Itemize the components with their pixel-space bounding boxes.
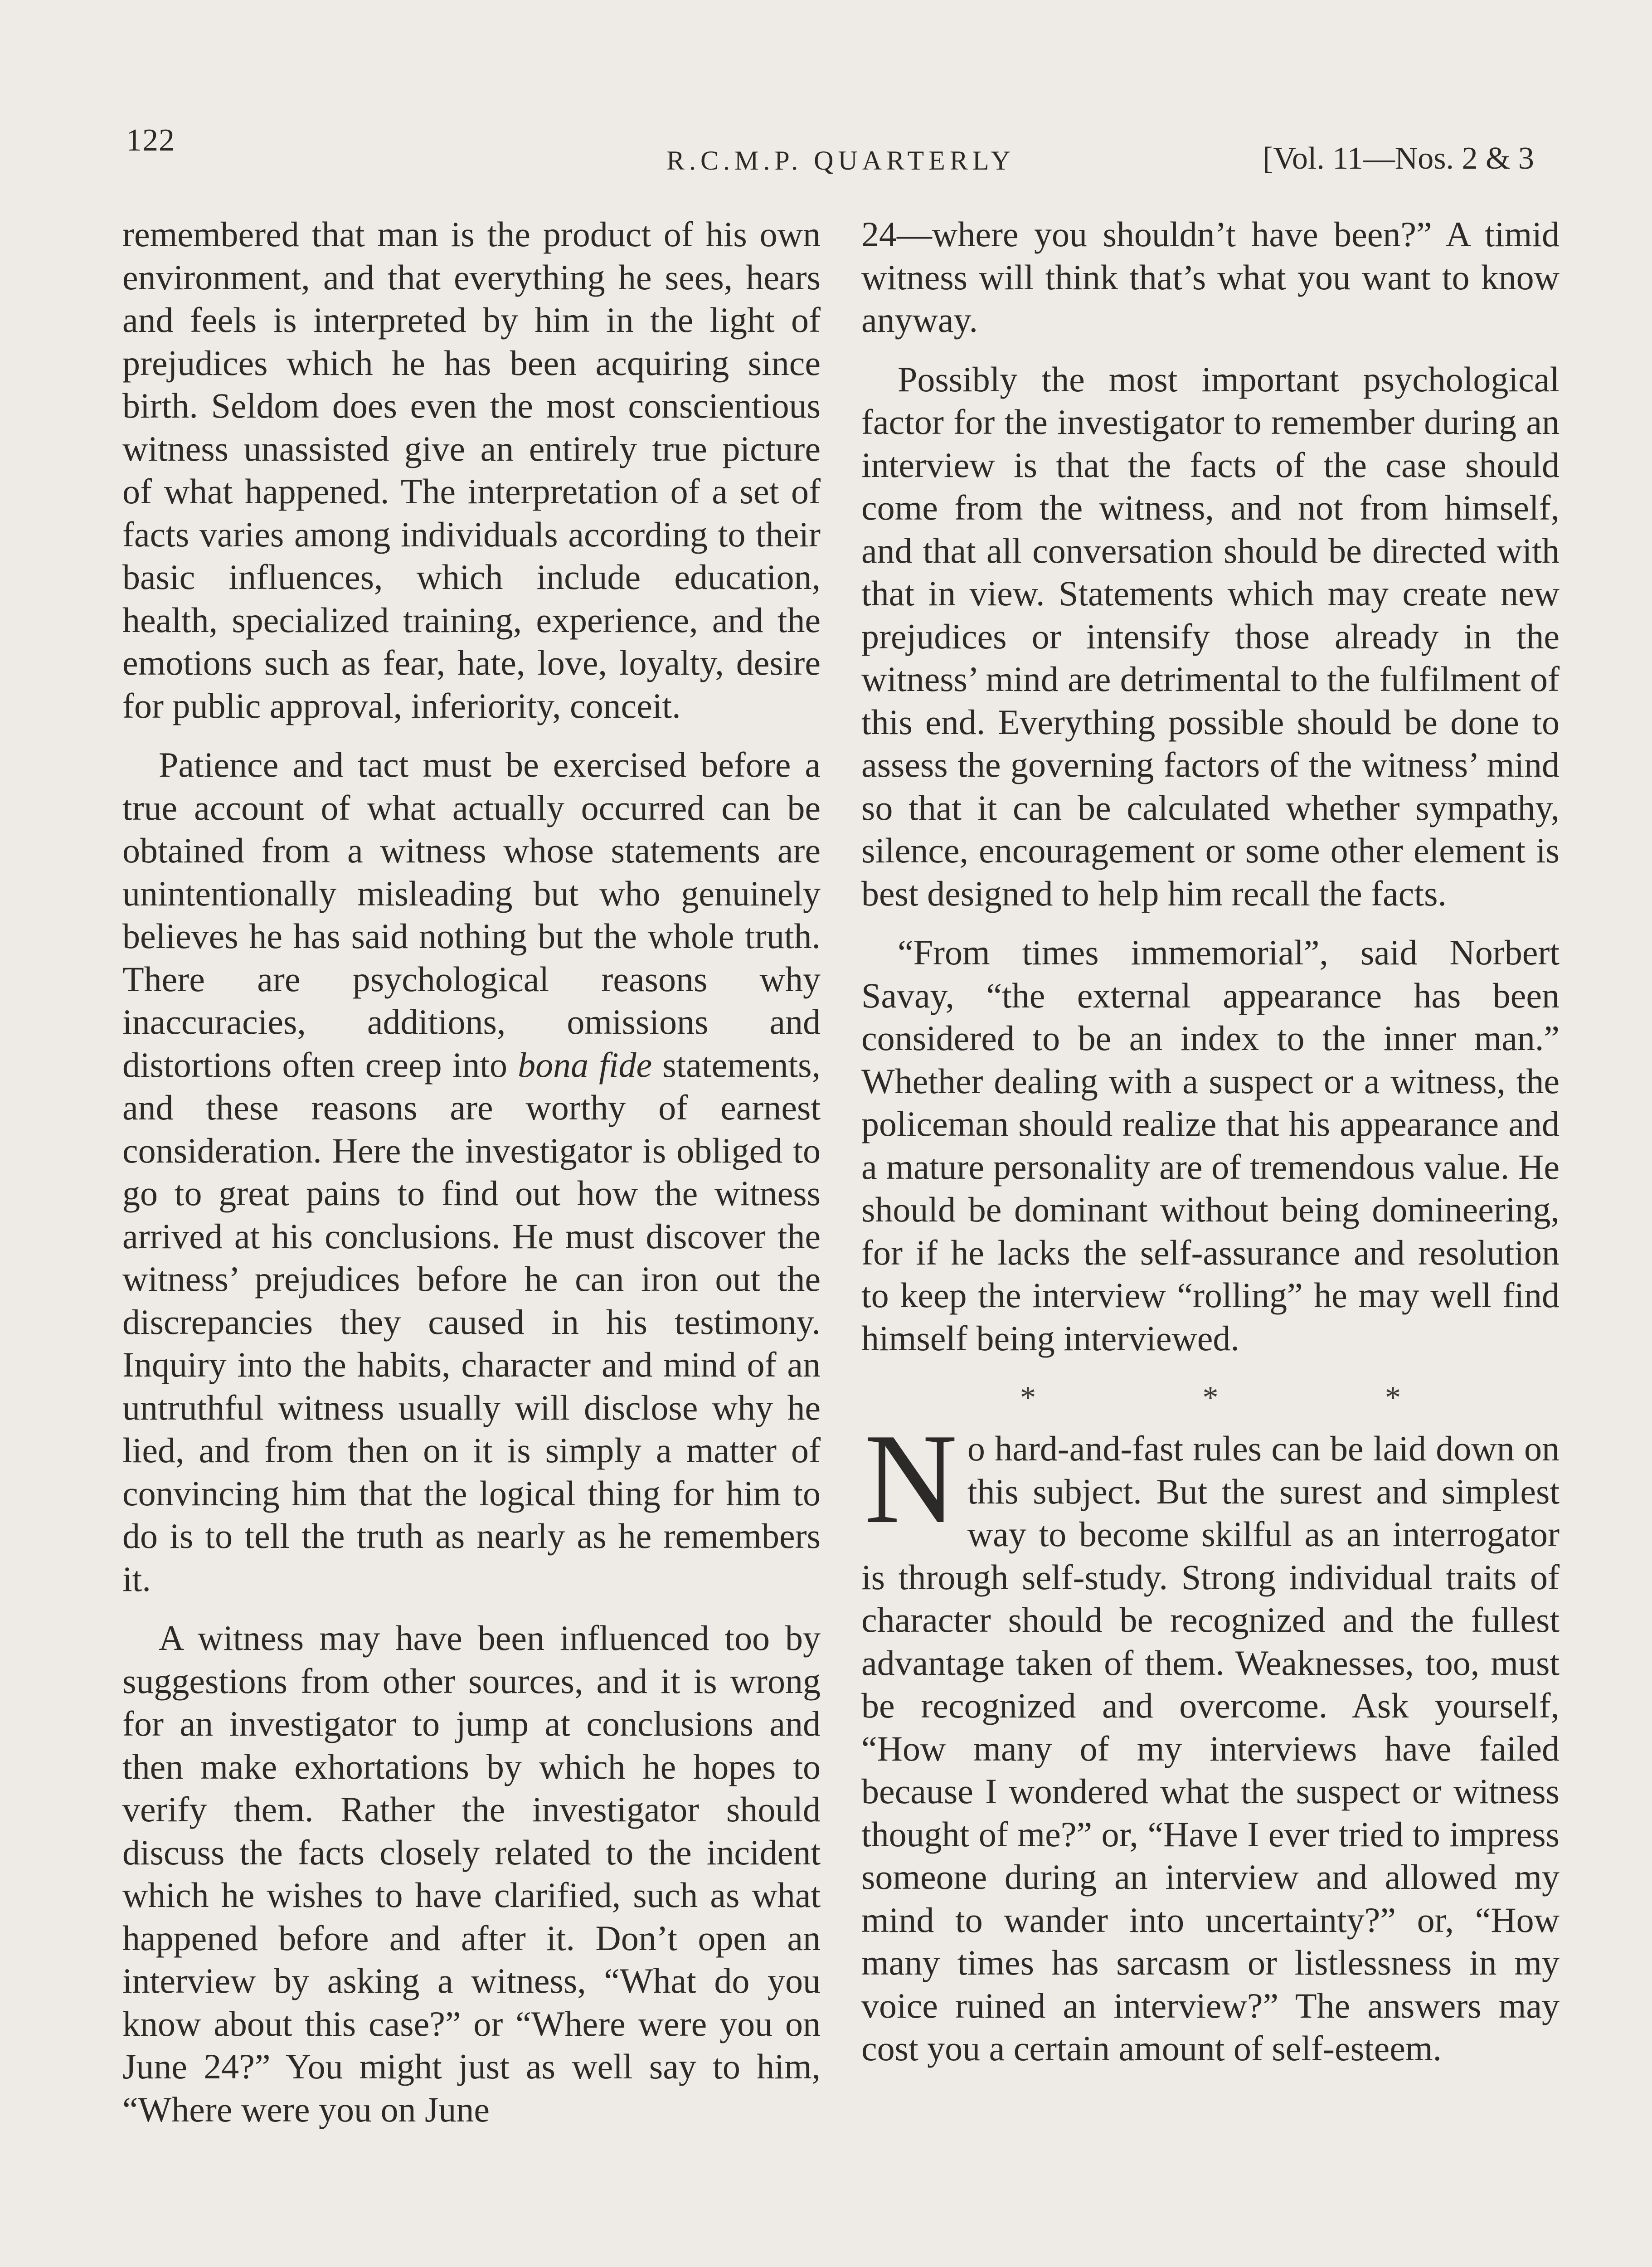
paragraph: 24—where you shouldn’t have been?” A timid witness will think that’s what you want to know anyway. bbox=[861, 214, 1560, 340]
left-column bbox=[122, 213, 821, 2147]
section-break: * * * bbox=[1020, 1380, 1480, 1415]
drop-cap: N bbox=[864, 1407, 957, 1550]
paragraph-text: statements, and these reasons are worthy of earnest consideration. Here the investigator is obliged to go to great pains to find out how the witness arrived at his conclusions. He must discover the witness’ prejudices before he can iron out the discrepancies they caused in his testimony. Inquiry into the habits, character and mind of an untruthful witness usually will disclose why he lied, and from then on it is simply a matter of convincing him that the logical thing for him to do is to tell the truth as nearly as he remembers it. bbox=[122, 1045, 821, 1599]
paragraph: Possibly the most important psychological factor for the investigator to remember during an interview is that the facts of the case should come from the witness, and not from himself, and that all conversation should be directed with that in view. Statements which may create new prejudices or intensify those already in the witness’ mind are detrimental to the fulfilment of this end. Everything possible should be done to assess the governing factors of the witness’ mind so that it can be calculated whether sympathy, silence, encouragement or some other element is best designed to help him recall the facts. bbox=[861, 359, 1560, 913]
paragraph-text: Patience and tact must be exercised before a true account of what actually occurred can be obtained from a witness whose statements are unintentionally misleading but who genuinely believes he has said nothing but the whole truth. There are psychological reasons why inaccuracies, additions, omissions and distortions often creep into bbox=[122, 745, 821, 1085]
paragraph bbox=[861, 1407, 1560, 2070]
running-title: R.C.M.P. QUARTERLY bbox=[666, 146, 1015, 175]
page-header bbox=[0, 122, 1652, 181]
italic-phrase: bona fide bbox=[518, 1045, 652, 1085]
paragraph: remembered that man is the product of his own environment, and that everything he sees, hears and feels is interpreted by him in the light of prejudices which he has been acquiring since birth. Seldom does even the most conscientious witness unassisted give an entirely true picture of what happened. The interpretation of a set of facts varies among individuals according to their basic influences, which include education, health, specialized training, experience, and the emotions such as fear, hate, love, loyalty, desire for public approval, inferiority, conceit. bbox=[122, 214, 821, 725]
volume-info: [Vol. 11—Nos. 2 & 3 bbox=[1263, 141, 1534, 176]
paragraph-text: o hard-and-fast rules can be laid down on this subject. But the surest and simplest way to become skilful as an interrogator is through self-study. Strong individual traits of character should be recognized and the fullest advantage taken of them. Weaknesses, too, must be recognized and overcome. Ask yourself, “How many of my interviews have failed because I wondered what the suspect or witness thought of me?” or, “Have I ever tried to impress someone during an interview and allowed my mind to wander into uncertainty?” or, “How many times has sarcasm or listlessness in my voice ruined an interview?” The answers may cost you a certain amount of self-esteem. bbox=[861, 1429, 1560, 2068]
paragraph: A witness may have been influenced too by suggestions from other sources, and it is wrong for an investigator to jump at conclusions and then make exhortations by which he hopes to verify them. Rather the investigator should discuss the facts closely related to the incident which he wishes to have clarified, such as what happened before and after it. Don’t open an interview by asking a witness, “What do you know about this case?” or “Where were you on June 24?” You might just as well say to him, “Where were you on June bbox=[122, 1618, 821, 2129]
right-column bbox=[861, 213, 1560, 2087]
paragraph: “From times immemorial”, said Norbert Savay, “the external appearance has been considered to be an index to the inner man.” Whether dealing with a suspect or a witness, the policeman should realize that his appearance and a mature personality are of tremendous value. He should be dominant without being domineering, for if he lacks the self-assurance and resolution to keep the interview “rolling” he may well find himself being interviewed. bbox=[861, 933, 1560, 1358]
page-number: 122 bbox=[126, 123, 175, 158]
paragraph bbox=[122, 744, 821, 1601]
